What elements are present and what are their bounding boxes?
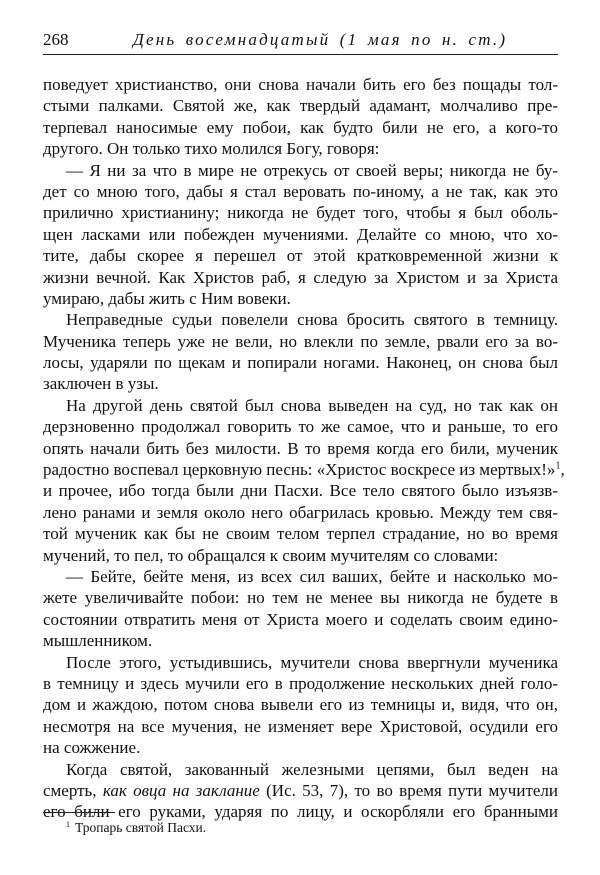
text-line: щен ласками или побежден мучениями. Делайте со мною, что хо- <box>43 224 558 244</box>
footnote-ref: 1 <box>555 460 561 472</box>
text-line: в темницу и здесь мучили его в продолжение нескольких дней голо- <box>43 673 558 693</box>
paragraph <box>43 160 558 310</box>
text-line: терпевал наносимые ему побои, как будто били не его, а кого-то <box>43 117 558 137</box>
body-text <box>43 74 565 823</box>
text-line: состоянии отвратить меня от Христа моего и соделать своим едино- <box>43 609 558 629</box>
text-line: После этого, устыдившись, мучители снова ввергнули мученика <box>66 652 558 672</box>
text-line: дерзновенно продолжал говорить то же самое, что и раньше, то его <box>43 417 558 437</box>
text-line: Неправедные судьи повелели снова бросить святого в темницу. <box>66 310 558 330</box>
text-line: лосы, ударяли по щекам и попирали ногами. Наконец, он снова был <box>43 353 558 373</box>
text-line: Когда святой, закованный железными цепями, был веден на <box>66 759 558 779</box>
text-line: жизни вечной. Как Христов раб, я следую за Христом и за Христа <box>43 267 558 287</box>
text-line: мышленником. <box>43 631 153 651</box>
paragraph <box>43 74 558 160</box>
text-line: жете увеличивайте побои: но тем не менее вы никогда не будете в <box>43 588 558 608</box>
text-line: и прочее, ибо тогда были дни Пасхи. Все тело святого было изъязв- <box>43 481 558 501</box>
footnote-text: Тропарь святой Пасхи. <box>75 820 207 835</box>
footnote-marker: 1 <box>66 819 70 829</box>
page-number: 268 <box>43 30 69 49</box>
footnote <box>66 820 206 836</box>
text-line: той мученик как бы не своим телом терпел страдание, но во время <box>43 524 558 544</box>
text-line: его били его руками, ударяя по лицу, и оскорбляли его бранными <box>43 802 558 822</box>
text-line: смерть, как овца на заклание (Ис. 53, 7), то во время пути мучители <box>43 780 559 800</box>
text-line: — Бейте, бейте меня, из всех сил ваших, бейте и насколько мо- <box>66 566 558 586</box>
text-line: стыми палками. Святой же, как твердый адамант, молчаливо пре- <box>43 96 558 116</box>
text-line: прилично христианину; никогда не будет того, чтобы я был оболь- <box>43 203 558 223</box>
text-line: лено ранами и земля около него обагрилась кровью. Между тем свя- <box>43 502 558 522</box>
paragraph <box>43 759 558 823</box>
text-line: На другой день святой был снова выведен на суд, но так как он <box>66 395 558 415</box>
running-title: День восемнадцатый (1 мая по н. ст.) <box>133 30 508 49</box>
text-line: на сожжение. <box>43 738 141 758</box>
footnote-rule <box>43 812 115 813</box>
text-line: — Я ни за что в мире не отрекусь от своей веры; никогда не бу- <box>66 160 558 180</box>
text-line: Мученика теперь уже не вели, но влекли по земле, рвали его за во- <box>43 331 558 351</box>
text-line: мучений, то пел, то обращался к своим мучителям со словами: <box>43 545 499 565</box>
text-line: несмотря на все мучения, не изменяет вере Христовой, осудили его <box>43 716 558 736</box>
text-line: радостно воспевал церковную песнь: «Христос воскресе из мертвых!»$^1$, <box>43 460 565 480</box>
text-line: дет со мною того, дабы я стал веровать по-иному, а не так, как это <box>43 181 558 201</box>
paragraph <box>43 309 558 395</box>
text-line: тите, дабы скорее я перешел от этой кратковременной жизни к <box>43 246 558 266</box>
text-line: умираю, дабы жить с Ним вовеки. <box>43 288 291 308</box>
text-line: опять начали бить без милости. В то время когда его били, мученик <box>43 438 558 458</box>
paragraph <box>43 652 558 759</box>
text-line: другого. Он только тихо молился Богу, говоря: <box>43 139 380 159</box>
text-line: заключен в узы. <box>43 374 159 394</box>
text-line: поведует христианство, они снова начали бить его без пощады тол- <box>43 75 558 94</box>
paragraph <box>43 566 558 652</box>
paragraph <box>43 395 565 566</box>
running-header <box>43 28 558 55</box>
text-line: дом и жаждою, потом снова вывели его из темницы и, видя, что он, <box>43 695 558 715</box>
